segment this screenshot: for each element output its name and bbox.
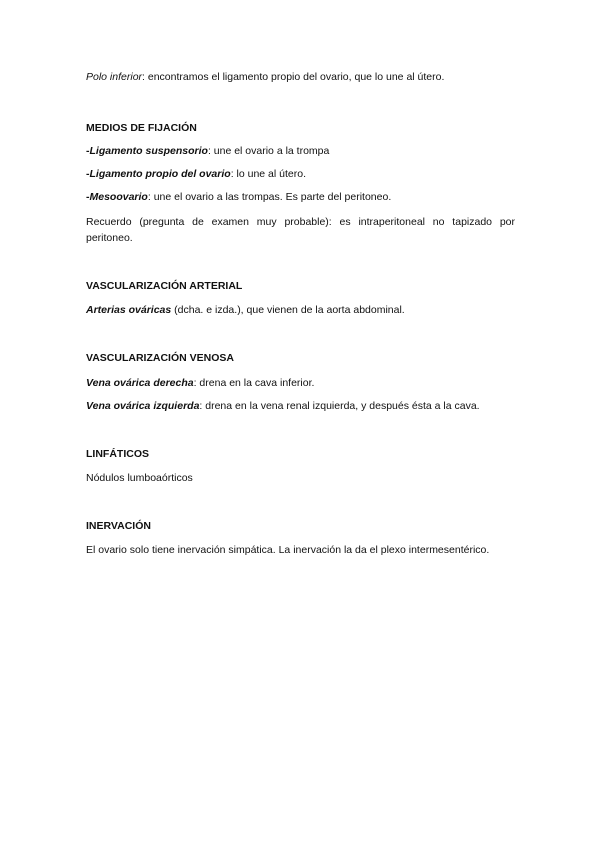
medios-item-3-text: : une el ovario a las trompas. Es parte del peritoneo. <box>147 191 392 203</box>
medios-item-3-prefix: - <box>86 191 90 203</box>
arterial-paragraph <box>86 303 515 318</box>
venosa-item-1-term: Vena ovárica derecha <box>86 377 194 389</box>
venosa-item-2 <box>86 399 515 414</box>
linfaticos-heading: LINFÁTICOS <box>86 448 149 460</box>
medios-item-1 <box>86 144 515 159</box>
arterial-text: (dcha. e izda.), que vienen de la aorta abdominal. <box>171 304 405 316</box>
vascularizacion-venosa-heading: VASCULARIZACIÓN VENOSA <box>86 352 234 364</box>
vascularizacion-arterial-heading: VASCULARIZACIÓN ARTERIAL <box>86 280 243 292</box>
medios-item-2-prefix: - <box>86 168 90 180</box>
venosa-item-2-term: Vena ovárica izquierda <box>86 400 200 412</box>
medios-item-2-text: : lo une al útero. <box>230 168 306 180</box>
medios-fijacion-heading: MEDIOS DE FIJACIÓN <box>86 122 197 134</box>
polo-inferior-text: : encontramos el ligamento propio del ovario, que lo une al útero. <box>142 71 445 83</box>
venosa-item-2-text: : drena en la vena renal izquierda, y después ésta a la cava. <box>199 400 480 412</box>
medios-item-2 <box>86 167 515 182</box>
medios-item-1-prefix: - <box>86 145 90 157</box>
medios-item-3 <box>86 190 515 205</box>
polo-inferior-paragraph <box>86 70 515 85</box>
arterial-term: Arterias ováricas <box>86 304 172 316</box>
venosa-item-1 <box>86 376 515 391</box>
medios-item-1-text: : une el ovario a la trompa <box>207 145 330 157</box>
polo-inferior-term: Polo inferior <box>86 71 143 83</box>
venosa-item-1-text: : drena en la cava inferior. <box>193 377 315 389</box>
inervacion-heading: INERVACIÓN <box>86 520 151 532</box>
medios-item-2-term: Ligamento propio del ovario <box>89 168 231 180</box>
medios-item-3-term: Mesoovario <box>89 191 148 203</box>
medios-note: Recuerdo (pregunta de examen muy probable): es intraperitoneal no tapizado por peritoneo. <box>86 216 515 244</box>
inervacion-text: El ovario solo tiene inervación simpática. La inervación la da el plexo intermesentérico. <box>86 544 490 556</box>
linfaticos-text: Nódulos lumboaórticos <box>86 472 193 484</box>
medios-item-1-term: Ligamento suspensorio <box>89 145 208 157</box>
